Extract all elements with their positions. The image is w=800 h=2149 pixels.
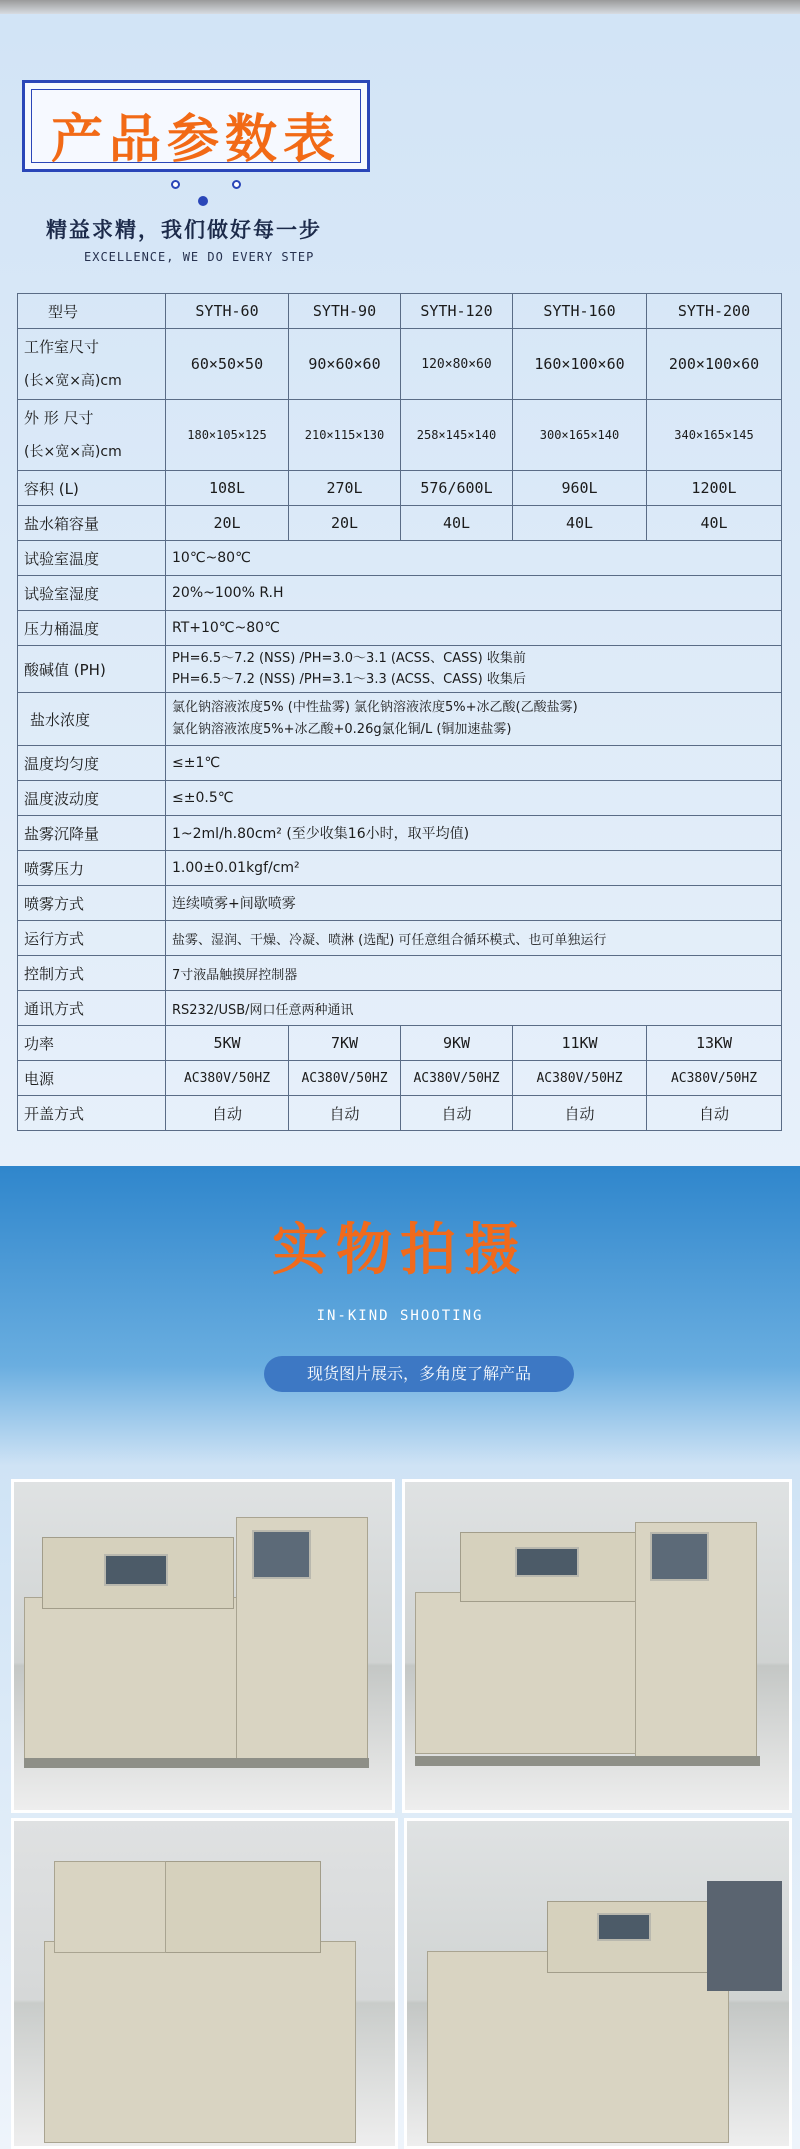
row-label-line: (长×宽×高)cm <box>24 444 122 460</box>
row-label: 控制方式 <box>18 956 166 991</box>
table-cell: 5KW <box>166 1026 289 1061</box>
table-cell: 7寸液晶触摸屏控制器 <box>166 956 782 991</box>
table-cell: 60×50×50 <box>166 329 289 400</box>
table-cell: 自动 <box>166 1096 289 1131</box>
decor-dot <box>198 196 208 206</box>
table-cell: 10℃~80℃ <box>166 541 782 576</box>
row-label-line: (长×宽×高)cm <box>24 373 122 389</box>
table-cell: 90×60×60 <box>289 329 401 400</box>
row-label: 试验室湿度 <box>18 576 166 611</box>
cell-line: PH=6.5～7.2 (NSS) /PH=3.0～3.1 (ACSS、CASS) 收集前 <box>172 651 526 666</box>
slogan-english: EXCELLENCE, WE DO EVERY STEP <box>84 250 315 264</box>
background-chamber <box>707 1881 782 1991</box>
row-label: 压力桶温度 <box>18 611 166 646</box>
table-cell: 200×100×60 <box>647 329 782 400</box>
table-row <box>18 886 782 921</box>
table-cell: 自动 <box>513 1096 647 1131</box>
row-label: 运行方式 <box>18 921 166 956</box>
row-label-line: 工作室尺寸 <box>24 338 100 356</box>
row-label: 喷雾方式 <box>18 886 166 921</box>
table-cell: 108L <box>166 471 289 506</box>
row-label <box>18 329 166 400</box>
decor-dot <box>232 180 241 189</box>
table-row <box>18 329 782 400</box>
table-cell: 1200L <box>647 471 782 506</box>
product-photo <box>402 1479 792 1813</box>
table-row <box>18 294 782 329</box>
table-cell: 40L <box>401 506 513 541</box>
table-cell <box>166 693 782 746</box>
row-label: 电源 <box>18 1061 166 1096</box>
table-cell: 9KW <box>401 1026 513 1061</box>
model-name: SYTH-200 <box>647 294 782 329</box>
table-cell: 270L <box>289 471 401 506</box>
table-row <box>18 746 782 781</box>
table-row <box>18 956 782 991</box>
control-screen <box>650 1532 709 1581</box>
title-frame <box>22 80 370 172</box>
row-label: 酸碱值 (PH) <box>18 646 166 693</box>
table-row <box>18 921 782 956</box>
table-cell: 120×80×60 <box>401 329 513 400</box>
table-row <box>18 400 782 471</box>
table-cell: 300×165×140 <box>513 400 647 471</box>
table-cell: RS232/USB/网口任意两种通讯 <box>166 991 782 1026</box>
viewing-window <box>104 1554 168 1586</box>
model-name: SYTH-160 <box>513 294 647 329</box>
table-row <box>18 646 782 693</box>
table-row <box>18 576 782 611</box>
table-cell: 连续喷雾+间歇喷雾 <box>166 886 782 921</box>
row-label-line: 外 形 尺寸 <box>24 409 94 427</box>
table-cell <box>166 646 782 693</box>
row-label: 喷雾压力 <box>18 851 166 886</box>
machine-body <box>427 1951 729 2143</box>
row-label: 试验室温度 <box>18 541 166 576</box>
control-cabinet <box>54 1861 166 1953</box>
table-cell: 258×145×140 <box>401 400 513 471</box>
table-row <box>18 471 782 506</box>
table-row <box>18 781 782 816</box>
table-cell: 7KW <box>289 1026 401 1061</box>
base-shadow <box>415 1756 760 1766</box>
row-label: 温度均匀度 <box>18 746 166 781</box>
table-cell: 11KW <box>513 1026 647 1061</box>
table-cell: ≤±0.5℃ <box>166 781 782 816</box>
row-label: 型号 <box>18 294 166 329</box>
table-cell: 960L <box>513 471 647 506</box>
model-name: SYTH-60 <box>166 294 289 329</box>
table-cell: 1.00±0.01kgf/cm² <box>166 851 782 886</box>
table-row <box>18 693 782 746</box>
table-cell: 340×165×145 <box>647 400 782 471</box>
slogan-chinese: 精益求精，我们做好每一步 <box>46 218 322 242</box>
table-cell: 盐雾、湿润、干燥、冷凝、喷淋 (选配) 可任意组合循环模式、也可单独运行 <box>166 921 782 956</box>
cell-line: PH=6.5～7.2 (NSS) /PH=3.1～3.3 (ACSS、CASS) 收集后 <box>172 672 526 687</box>
table-cell: AC380V/50HZ <box>166 1061 289 1096</box>
table-cell: RT+10℃~80℃ <box>166 611 782 646</box>
table-cell: 576/600L <box>401 471 513 506</box>
model-name: SYTH-90 <box>289 294 401 329</box>
table-cell: 40L <box>513 506 647 541</box>
table-cell: AC380V/50HZ <box>289 1061 401 1096</box>
viewing-window <box>515 1547 579 1577</box>
model-name: SYTH-120 <box>401 294 513 329</box>
machine-body <box>44 1941 356 2143</box>
machine-lid <box>149 1861 321 1953</box>
cell-line: 氯化钠溶液浓度5% (中性盐雾) 氯化钠溶液浓度5%+冰乙酸(乙酸盐雾) <box>172 700 578 715</box>
control-screen <box>252 1530 311 1579</box>
row-label: 功率 <box>18 1026 166 1061</box>
table-cell: 13KW <box>647 1026 782 1061</box>
table-cell: 自动 <box>647 1096 782 1131</box>
table-cell: 20L <box>289 506 401 541</box>
row-label: 盐水浓度 <box>18 693 166 746</box>
row-label: 容积 (L) <box>18 471 166 506</box>
table-row <box>18 851 782 886</box>
table-cell: AC380V/50HZ <box>513 1061 647 1096</box>
table-row <box>18 1061 782 1096</box>
product-photo <box>11 1818 398 2149</box>
table-cell: AC380V/50HZ <box>647 1061 782 1096</box>
table-cell: AC380V/50HZ <box>401 1061 513 1096</box>
table-cell: ≤±1℃ <box>166 746 782 781</box>
table-cell: 40L <box>647 506 782 541</box>
page-title: 产品参数表 <box>50 110 341 170</box>
viewing-window <box>597 1913 651 1941</box>
table-cell: 160×100×60 <box>513 329 647 400</box>
row-label: 盐雾沉降量 <box>18 816 166 851</box>
table-cell: 自动 <box>289 1096 401 1131</box>
table-row <box>18 991 782 1026</box>
table-row <box>18 816 782 851</box>
row-label: 通讯方式 <box>18 991 166 1026</box>
table-cell: 210×115×130 <box>289 400 401 471</box>
row-label <box>18 400 166 471</box>
product-photo <box>11 1479 395 1813</box>
product-photo <box>404 1818 792 2149</box>
photo-section-title: 实物拍摄 <box>272 1218 528 1283</box>
table-row <box>18 1026 782 1061</box>
table-cell: 180×105×125 <box>166 400 289 471</box>
table-cell: 自动 <box>401 1096 513 1131</box>
base-shadow <box>24 1758 369 1768</box>
photo-caption-pill: 现货图片展示，多角度了解产品 <box>264 1356 574 1392</box>
row-label: 开盖方式 <box>18 1096 166 1131</box>
table-row <box>18 541 782 576</box>
top-band <box>0 0 800 14</box>
photo-section-subtitle: IN-KIND SHOOTING <box>316 1308 484 1324</box>
row-label: 盐水箱容量 <box>18 506 166 541</box>
cell-line: 氯化钠溶液浓度5%+冰乙酸+0.26g氯化铜/L (铜加速盐雾) <box>172 722 512 737</box>
row-label: 温度波动度 <box>18 781 166 816</box>
table-row <box>18 611 782 646</box>
spec-table <box>17 293 782 1131</box>
table-row <box>18 1096 782 1131</box>
table-row <box>18 506 782 541</box>
table-cell: 1~2ml/h.80cm² (至少收集16小时，取平均值) <box>166 816 782 851</box>
table-cell: 20L <box>166 506 289 541</box>
table-cell: 20%~100% R.H <box>166 576 782 611</box>
decor-dot <box>171 180 180 189</box>
